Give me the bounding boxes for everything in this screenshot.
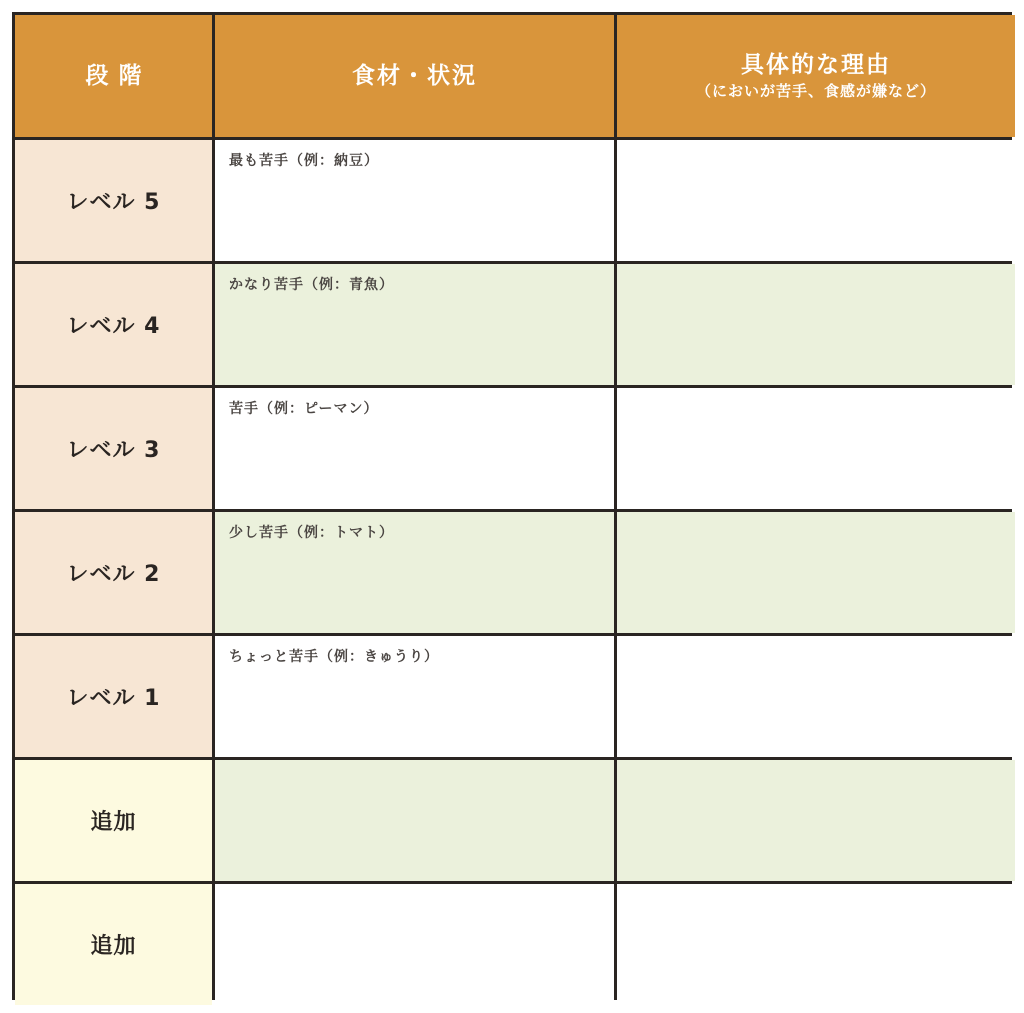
level-1-food-cell[interactable] [215, 636, 614, 757]
level-3-example: 苦手（例：ピーマン） [229, 401, 379, 417]
header-stage-label: 段階 [85, 63, 152, 89]
extra-1-food-cell[interactable] [215, 760, 614, 881]
level-3-reason-cell[interactable] [617, 388, 1015, 509]
header-reason [617, 15, 1015, 137]
level-4-food-cell[interactable] [215, 264, 614, 385]
level-2-label: レベル 2 [15, 512, 212, 633]
level-5-example: 最も苦手（例：納豆） [229, 153, 379, 169]
level-3-label: レベル 3 [15, 388, 212, 509]
extra-1-reason-cell[interactable] [617, 760, 1015, 881]
level-4-label: レベル 4 [15, 264, 212, 385]
extra-2-food-cell[interactable] [215, 884, 614, 1005]
level-1-example: ちょっと苦手（例：きゅうり） [229, 649, 439, 665]
header-food-label: 食材・状況 [352, 63, 477, 89]
level-5-food-cell[interactable] [215, 140, 614, 261]
extra-2-label: 追加 [15, 884, 212, 1005]
level-4-reason-cell[interactable] [617, 264, 1015, 385]
level-2-example: 少し苦手（例：トマト） [229, 525, 394, 541]
level-3-food-cell[interactable] [215, 388, 614, 509]
level-5-label: レベル 5 [15, 140, 212, 261]
header-reason-note: （においが苦手、食感が嫌など） [695, 82, 936, 100]
level-1-reason-cell[interactable] [617, 636, 1015, 757]
level-5-reason-cell[interactable] [617, 140, 1015, 261]
header-food [215, 15, 614, 137]
extra-1-label: 追加 [15, 760, 212, 881]
food-dislike-table [12, 12, 1012, 1000]
extra-2-reason-cell[interactable] [617, 884, 1015, 1005]
level-2-food-cell[interactable] [215, 512, 614, 633]
level-4-example: かなり苦手（例：青魚） [229, 277, 394, 293]
header-stage [15, 15, 212, 137]
level-1-label: レベル 1 [15, 636, 212, 757]
header-reason-label: 具体的な理由 [741, 52, 891, 78]
level-2-reason-cell[interactable] [617, 512, 1015, 633]
